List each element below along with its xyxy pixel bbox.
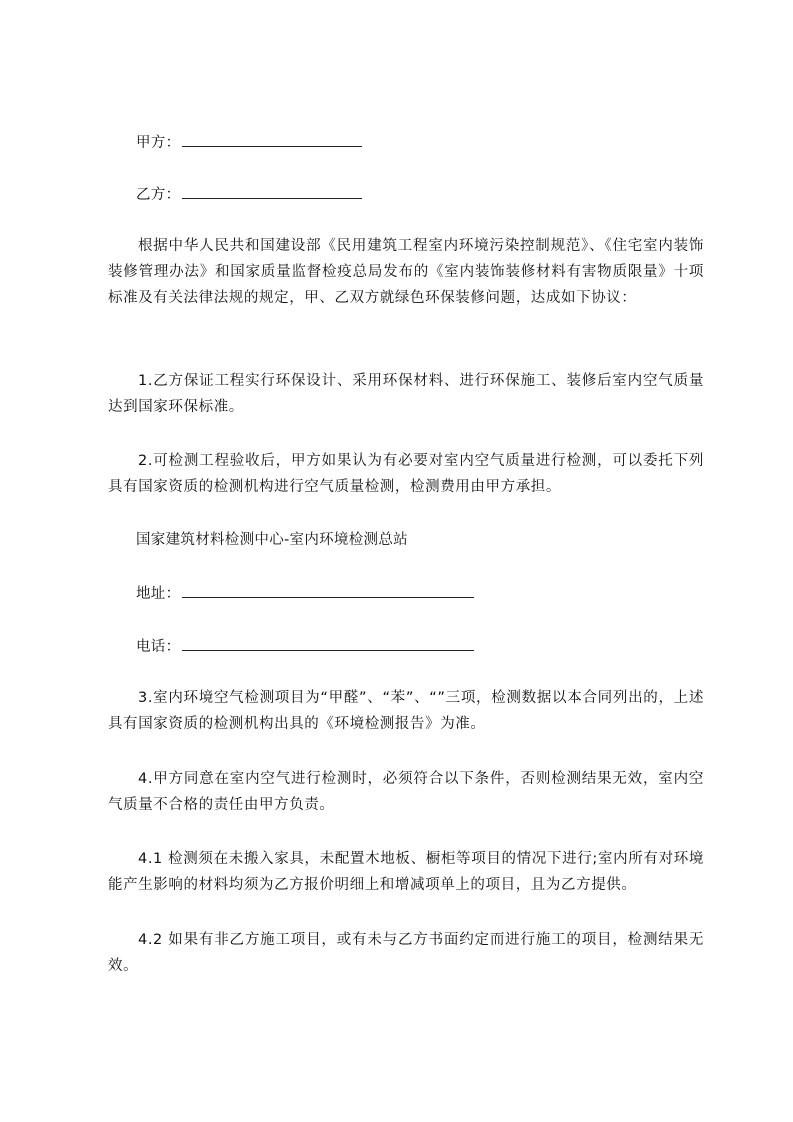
clause-3: 3.室内环境空气检测项目为“甲醛”、“苯”、“”三项，检测数据以本合同列出的，上述具有国家资质的检测机构出具的《环境检测报告》为准。	[108, 690, 704, 732]
address-label: 地址：	[136, 586, 181, 602]
clause-4: 4.甲方同意在室内空气进行检测时，必须符合以下条件，否则检测结果无效，室内空气质量不合格的责任由甲方负责。	[108, 771, 704, 813]
clause-4-1: 4.1 检测须在未搬入家具，未配置木地板、橱柜等项目的情况下进行;室内所有对环境能产生影响的材料均须为乙方报价明细上和增减项单上的项目，且为乙方提供。	[108, 851, 704, 893]
phone-blank[interactable]	[182, 636, 474, 651]
clause-2: 2.可检测工程验收后，甲方如果认为有必要对室内空气质量进行检测，可以委托下列具有国家资质的检测机构进行空气质量检测，检测费用由甲方承担。	[108, 453, 704, 495]
party-b-label: 乙方：	[136, 187, 181, 203]
phone-line	[136, 636, 474, 657]
party-b-blank[interactable]	[182, 184, 362, 199]
clause-4-2: 4.2 如果有非乙方施工项目，或有未与乙方书面约定而进行施工的项目，检测结果无效。	[108, 932, 704, 974]
clause-1: 1.乙方保证工程实行环保设计、采用环保材料、进行环保施工、装修后室内空气质量达到国家环保标准。	[108, 373, 704, 415]
party-a-line	[136, 132, 362, 153]
party-b-line	[136, 184, 362, 205]
address-line	[136, 583, 474, 604]
phone-label: 电话：	[136, 639, 181, 655]
intro-paragraph: 根据中华人民共和国建设部《民用建筑工程室内环境污染控制规范》、《住宅室内装饰装修管理办法》和国家质量监督检疫总局发布的《室内装饰装修材料有害物质限量》十项标准及有关法律法规的规定，甲、乙双方就绿色环保装修问题，达成如下协议：	[108, 238, 704, 306]
address-blank[interactable]	[182, 583, 474, 598]
agency-name: 国家建筑材料检测中心-室内环境检测总站	[136, 532, 408, 548]
party-a-label: 甲方：	[136, 135, 181, 151]
party-a-blank[interactable]	[182, 132, 362, 147]
